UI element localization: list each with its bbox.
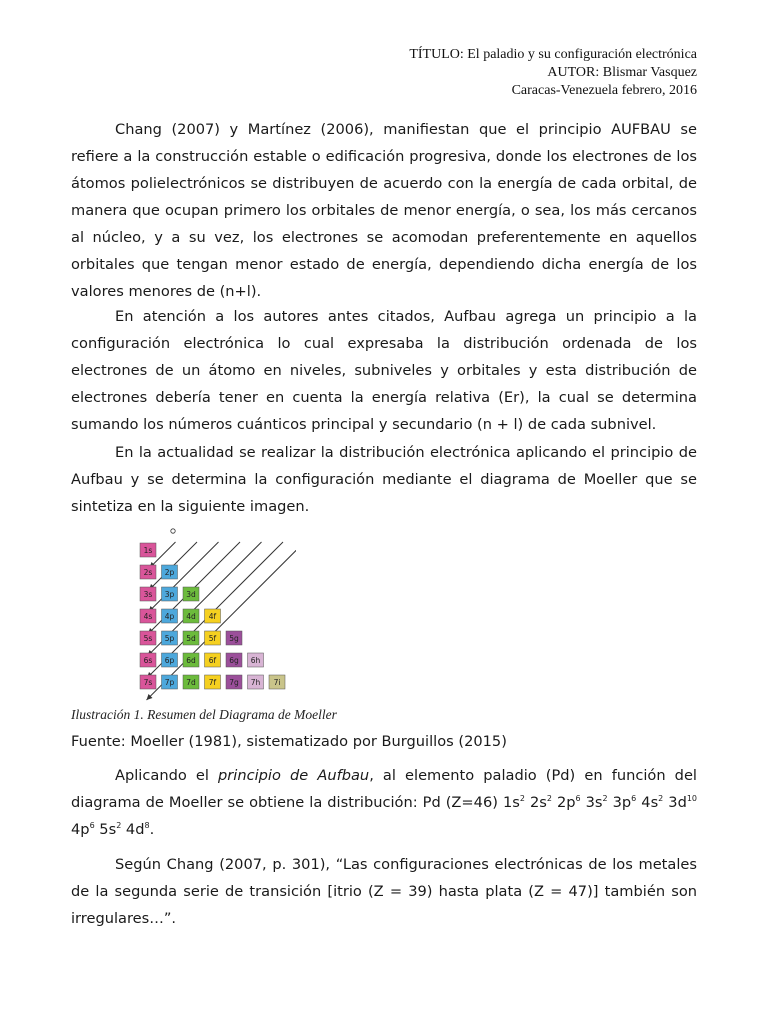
- orbital-cell-3d: [183, 587, 199, 601]
- svg-text:3s: 3s: [143, 590, 153, 599]
- svg-text:7p: 7p: [164, 678, 175, 687]
- svg-text:7d: 7d: [186, 678, 196, 687]
- document-header: [409, 46, 697, 100]
- svg-text:2s: 2s: [143, 568, 153, 577]
- orbital-cell-4d: [183, 609, 199, 623]
- orbital-cell-6p: [162, 653, 178, 667]
- orbital-cell-2s: [140, 565, 156, 579]
- svg-text:4p: 4p: [164, 612, 175, 621]
- document-place-date: Caracas-Venezuela febrero, 2016: [511, 83, 697, 98]
- config-term: $2s^2$: [529, 794, 552, 811]
- document-title: TÍTULO: El paladio y su configuración electrónica: [409, 47, 697, 62]
- orbital-cell-6d: [183, 653, 199, 667]
- svg-text:6f: 6f: [208, 656, 217, 665]
- config-electrons: 10: [686, 794, 698, 803]
- orbital-cell-4p: [162, 609, 178, 623]
- start-marker: [171, 529, 175, 533]
- svg-text:1s: 1s: [143, 546, 153, 555]
- svg-text:7i: 7i: [273, 678, 281, 687]
- orbital-cell-7g: [226, 675, 242, 689]
- svg-text:6h: 6h: [250, 656, 261, 665]
- orbital-cell-1s: [140, 543, 156, 557]
- orbital-cell-6g: [226, 653, 242, 667]
- orbital-cell-6s: [140, 653, 156, 667]
- paragraph-aufbau-principle: En atención a los autores antes citados, Aufbau agrega un principio a la configuración electrónica lo cual expresaba la distribución ordenada de los electrones de un átomo en niveles, subniveles y orbitales y esta distribución de electrones debería tener en cuenta la energía relativa (Er), la cual se determina sumando los números cuánticos principal y secundario (n + l) de cada subnivel.: [71, 308, 697, 433]
- config-term: $2p^6$: [556, 794, 581, 811]
- config-term: $4p^6$: [71, 821, 95, 838]
- figure-caption: Ilustración 1. Resumen del Diagrama de Moeller: [71, 707, 337, 722]
- orbital-cell-6h: [248, 653, 264, 667]
- orbital-cell-3p: [162, 587, 178, 601]
- paragraph-chang-quote: Según Chang (2007, p. 301), “Las configuraciones electrónicas de los metales de la segunda serie de transición [itrio (Z = 39) hasta plata (Z = 47)] también son irregulares…”.: [71, 856, 697, 927]
- orbital-cell-4f: [205, 609, 221, 623]
- svg-text:4d: 4d: [186, 612, 196, 621]
- svg-text:5s: 5s: [143, 634, 153, 643]
- config-term: $5s^2$: [99, 821, 122, 838]
- orbital-cell-7s: [140, 675, 156, 689]
- diagonal-arrow: [149, 542, 219, 612]
- svg-text:6s: 6s: [143, 656, 153, 665]
- aufbau-italic: principio de Aufbau: [218, 767, 370, 784]
- config-term: $3d^{10}$: [668, 794, 698, 811]
- svg-text:3p: 3p: [164, 590, 175, 599]
- svg-text:5p: 5p: [164, 634, 175, 643]
- svg-text:5d: 5d: [186, 634, 196, 643]
- orbital-cell-7i: [269, 675, 285, 689]
- orbital-cell-5p: [162, 631, 178, 645]
- config-term: $3s^2$: [585, 794, 608, 811]
- config-term: $4d^8$: [125, 821, 150, 838]
- orbital-cell-7f: [205, 675, 221, 689]
- config-electrons: 2: [602, 794, 608, 803]
- svg-text:6d: 6d: [186, 656, 196, 665]
- svg-text:5g: 5g: [229, 634, 239, 643]
- orbital-cell-5d: [183, 631, 199, 645]
- svg-text:2p: 2p: [164, 568, 175, 577]
- orbital-cell-4s: [140, 609, 156, 623]
- orbital-cell-3s: [140, 587, 156, 601]
- config-electrons: 2: [546, 794, 552, 803]
- svg-text:3d: 3d: [186, 590, 196, 599]
- svg-text:4s: 4s: [143, 612, 153, 621]
- config-term: $3p^6$: [612, 794, 637, 811]
- svg-text:6g: 6g: [229, 656, 239, 665]
- paragraph-palladium-configuration: Aplicando el principio de Aufbau, al elemento paladio (Pd) en función del diagrama de Moeller se obtiene la distribución: Pd (Z=46) $1s^2$ $2s^2$ $2p^6$ $3s^2$ $3p^6$ $4s^2$ $3d^{10}$ $4p^6$ $5s^2$ $4d^8$.: [71, 767, 698, 838]
- config-term: $4s^2$: [641, 794, 664, 811]
- config-electrons: 6: [631, 794, 637, 803]
- paragraph-moeller-intro: En la actualidad se realizar la distribución electrónica aplicando el principio de Aufbau y se determina la configuración mediante el diagrama de Moeller que se sintetiza en la siguiente imagen.: [71, 444, 697, 515]
- config-term: $1s^2$: [502, 794, 525, 811]
- config-electrons: 2: [519, 794, 525, 803]
- document-author: AUTOR: Blismar Vasquez: [547, 65, 697, 80]
- orbital-cell-7d: [183, 675, 199, 689]
- config-electrons: 2: [116, 821, 122, 830]
- figure-source: Fuente: Moeller (1981), sistematizado por Burguillos (2015): [71, 733, 507, 750]
- orbital-cell-7h: [248, 675, 264, 689]
- svg-text:7h: 7h: [250, 678, 261, 687]
- svg-text:7g: 7g: [229, 678, 239, 687]
- svg-text:6p: 6p: [164, 656, 175, 665]
- svg-text:7s: 7s: [143, 678, 153, 687]
- paragraph-aufbau-definition: Chang (2007) y Martínez (2006), manifiestan que el principio AUFBAU se refiere a la construcción estable o edificación progresiva, donde los electrones de los átomos polielectrónicos se distribuyen de acuerdo con la energía de cada orbital, de manera que ocupan primero los orbitales de menor energía, o sea, los más cercanos al núcleo, y a su vez, los electrones se acomodan preferentemente en aquellos orbitales que tengan menor estado de energía, dependiendo dicha energía de los valores menores de (n+l).: [71, 121, 697, 300]
- config-electrons: 6: [89, 821, 95, 830]
- orbital-cell-7p: [162, 675, 178, 689]
- moeller-diagram: [126, 525, 296, 705]
- orbital-cell-5s: [140, 631, 156, 645]
- svg-text:5f: 5f: [208, 634, 217, 643]
- orbital-cell-5g: [226, 631, 242, 645]
- svg-text:7f: 7f: [208, 678, 217, 687]
- svg-text:4f: 4f: [208, 612, 217, 621]
- orbital-cells: [140, 543, 285, 689]
- orbital-cell-2p: [162, 565, 178, 579]
- config-electrons: 6: [575, 794, 581, 803]
- config-electrons: 8: [144, 821, 150, 830]
- orbital-cell-6f: [205, 653, 221, 667]
- config-electrons: 2: [658, 794, 664, 803]
- orbital-cell-5f: [205, 631, 221, 645]
